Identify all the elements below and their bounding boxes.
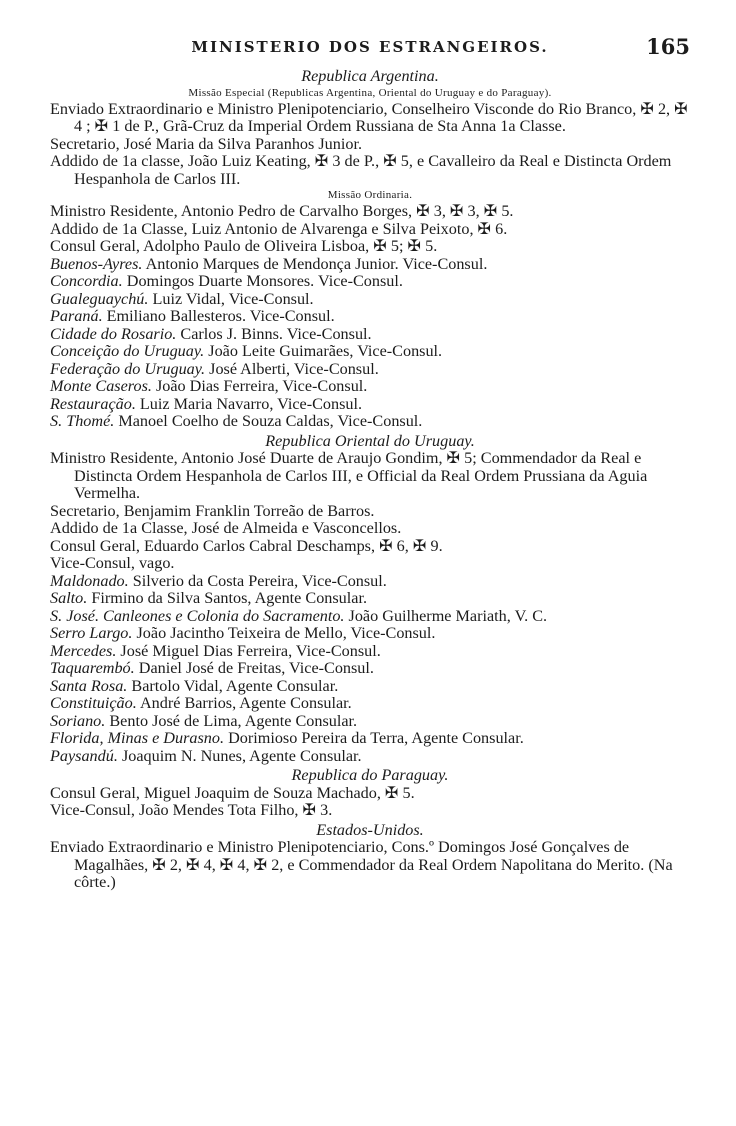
place-name: Paraná. (50, 307, 103, 325)
directory-entry: Ministro Residente, Antonio José Duarte de Araujo Gondim, ✠ 5; Commendador da Real e Distincta Ordem Hespanhola de Carlos III, e Official da Real Ordem Prussiana da Aguia Vermelha. (50, 449, 648, 502)
consular-entry (50, 660, 690, 678)
place-name: Conceição do Uruguay. (50, 342, 205, 360)
page-number: 165 (646, 34, 690, 59)
place-name: Florida, Minas e Durasno. (50, 729, 225, 747)
entry-text: Carlos J. Binns. Vice-Consul. (180, 324, 372, 343)
place-name: Federação do Uruguay. (50, 359, 206, 378)
entry-text: Bento José de Lima, Agente Consular. (109, 711, 358, 730)
entry-text: Manoel Coelho de Souza Caldas, Vice-Consul. (118, 412, 423, 430)
directory-entry: Vice-Consul, João Mendes Tota Filho, ✠ 3. (50, 801, 333, 819)
entry-text: Dorimioso Pereira da Terra, Agente Consular. (228, 729, 524, 747)
entry-text: Daniel José de Freitas, Vice-Consul. (138, 659, 374, 677)
mission-title: Missão Especial (Republicas Argentina, Oriental do Uruguay e do Paraguay). (188, 86, 552, 99)
place-name: Paysandú. (50, 746, 118, 765)
consular-entry (50, 643, 690, 661)
place-name: Monte Caseros. (50, 377, 152, 395)
place-name: Mercedes. (50, 641, 117, 660)
place-name: Serro Largo. (50, 624, 133, 642)
consular-entry (50, 396, 690, 414)
consular-entry (50, 678, 690, 696)
entry-text: Bartolo Vidal, Agente Consular. (131, 676, 339, 695)
directory-entry: Consul Geral, Eduardo Carlos Cabral Deschamps, ✠ 6, ✠ 9. (50, 536, 443, 555)
place-name: Restauração. (50, 394, 136, 413)
place-name: S. Thomé. (50, 412, 115, 430)
directory-entry: Enviado Extraordinario e Ministro Plenipotenciario, Cons.º Domingos José Gonçalves de Magalhães, ✠ 2, ✠ 4, ✠ 4, ✠ 2, e Commendador da Real Ordem Napolitana do Merito. (Na côrte.) (50, 838, 673, 891)
consular-entry (50, 256, 690, 274)
place-name: Santa Rosa. (50, 676, 128, 695)
directory-entry: Consul Geral, Adolpho Paulo de Oliveira Lisboa, ✠ 5; ✠ 5. (50, 237, 438, 255)
entry-text: Joaquim N. Nunes, Agente Consular. (121, 746, 362, 765)
place-name: Salto. (50, 589, 88, 607)
consular-entry (50, 608, 690, 626)
consular-entry (50, 361, 690, 379)
place-name: Constituição. (50, 694, 137, 712)
section-title: Estados-Unidos. (316, 820, 424, 839)
entry-text: João Leite Guimarães, Vice-Consul. (208, 342, 443, 360)
section-title: Republica Oriental do Uruguay. (265, 431, 475, 450)
consular-entry (50, 291, 690, 309)
consular-entry (50, 573, 690, 591)
consular-entry (50, 308, 690, 326)
running-title: MINISTERIO DOS ESTRANGEIROS. (191, 38, 549, 56)
entry-text: José Alberti, Vice-Consul. (209, 359, 379, 378)
directory-entry: Secretario, Benjamim Franklin Torreão de Barros. (50, 501, 375, 520)
consular-entry (50, 273, 690, 291)
entry-text: João Guilherme Mariath, V. C. (348, 606, 548, 625)
entry-text: Luiz Vidal, Vice-Consul. (152, 289, 314, 308)
place-name: Gualeguaychú. (50, 289, 149, 308)
directory-entry: Enviado Extraordinario e Ministro Plenipotenciario, Conselheiro Visconde do Rio Branco, ✠ 2, ✠ 4 ; ✠ 1 de P., Grã-Cruz da Imperial Ordem Russiana de Sta Anna 1a Classe. (50, 99, 688, 135)
page-content (50, 68, 690, 892)
directory-entry: Addido de 1a classe, João Luiz Keating, ✠ 3 de P., ✠ 5, e Cavalleiro da Real e Distincta Ordem Hespanhola de Carlos III. (50, 152, 672, 188)
entry-text: André Barrios, Agente Consular. (139, 694, 352, 712)
directory-entry: Addido de 1a Classe, Luiz Antonio de Alvarenga e Silva Peixoto, ✠ 6. (50, 219, 508, 238)
consular-entry (50, 378, 690, 396)
place-name: Buenos-Ayres. (50, 254, 143, 273)
entry-text: Luiz Maria Navarro, Vice-Consul. (139, 394, 363, 413)
entry-text: Antonio Marques de Mendonça Junior. Vice-Consul. (145, 254, 488, 273)
entry-text: Emiliano Ballesteros. Vice-Consul. (106, 307, 335, 325)
consular-entry (50, 326, 690, 344)
section-title: Republica do Paraguay. (291, 766, 449, 784)
entry-text: João Dias Ferreira, Vice-Consul. (155, 377, 368, 395)
consular-entry (50, 748, 690, 766)
directory-entry: Vice-Consul, vago. (50, 554, 175, 572)
place-name: Concordia. (50, 272, 123, 290)
place-name: Maldonado. (50, 571, 129, 590)
consular-entry (50, 625, 690, 643)
place-name: Taquarembó. (50, 659, 135, 677)
entry-text: José Miguel Dias Ferreira, Vice-Consul. (120, 641, 381, 660)
mission-title: Missão Ordinaria. (327, 189, 413, 201)
page-header (50, 34, 690, 68)
consular-entry (50, 413, 690, 431)
consular-entry (50, 590, 690, 608)
directory-entry: Consul Geral, Miguel Joaquim de Souza Machado, ✠ 5. (50, 783, 415, 802)
consular-entry (50, 343, 690, 361)
section-title: Republica Argentina. (301, 67, 439, 85)
consular-entry (50, 730, 690, 748)
entry-text: Silverio da Costa Pereira, Vice-Consul. (132, 571, 387, 590)
directory-entry: Addido de 1a Classe, José de Almeida e Vasconcellos. (50, 519, 402, 537)
place-name: S. José. Canleones e Colonia do Sacramento. (50, 606, 345, 625)
entry-text: Domingos Duarte Monsores. Vice-Consul. (126, 272, 403, 290)
place-name: Soriano. (50, 711, 106, 730)
directory-entry: Secretario, José Maria da Silva Paranhos Junior. (50, 134, 362, 153)
entry-text: Firmino da Silva Santos, Agente Consular. (91, 589, 368, 607)
consular-entry (50, 713, 690, 731)
directory-entry: Ministro Residente, Antonio Pedro de Carvalho Borges, ✠ 3, ✠ 3, ✠ 5. (50, 202, 514, 220)
consular-entry (50, 695, 690, 713)
entry-text: João Jacintho Teixeira de Mello, Vice-Consul. (136, 624, 436, 642)
place-name: Cidade do Rosario. (50, 324, 177, 343)
